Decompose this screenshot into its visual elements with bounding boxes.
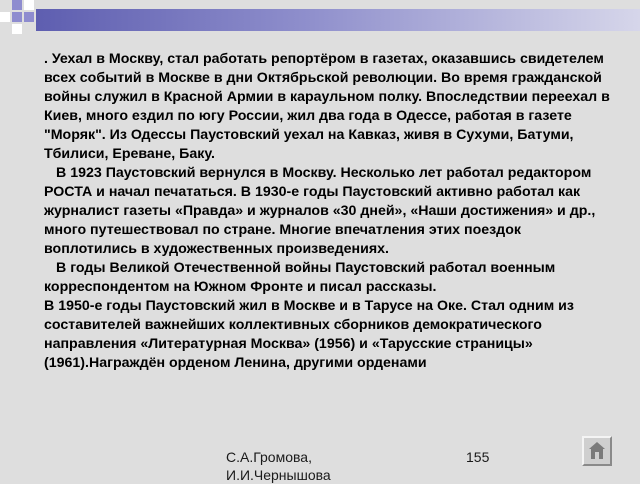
title-bar xyxy=(36,9,640,31)
paragraph-2: В 1923 Паустовский вернулся в Москву. Несколько лет работал редактором РОСТА и начал печататься. В 1930-е годы Паустовский активно работал как журналист газеты «Правда» и журналов «30 дней», «Наши достижения» и др., много путешествовал по стране. Многие впечатления этих поездок воплотились в художественных произведениях. xyxy=(44,165,596,257)
home-button[interactable] xyxy=(582,436,612,466)
page-number: 155 xyxy=(466,449,490,465)
decor-square xyxy=(0,12,10,22)
decor-square xyxy=(24,12,34,22)
home-icon xyxy=(588,441,606,461)
decor-square xyxy=(12,12,22,22)
decor-square xyxy=(12,24,22,34)
paragraph-1: . Уехал в Москву, стал работать репортёром в газетах, оказавшись свидетелем всех событий в Москве в дни Октябрьской революции. Во время гражданской войны служил в Красной Армии в караульном полку. Впоследствии переехал в Киев, много ездил по югу России, жил два года в Одессе, работая в газете "Моряк". Из Одессы Паустовский уехал на Кавказ, живя в Сухуми, Батуми, Тбилиси, Ереване, Баку. xyxy=(44,51,610,162)
slide-text xyxy=(44,50,614,373)
paragraph-3: В годы Великой Отечественной войны Паустовский работал военным корреспондентом на Южном Фронте и писал рассказы. xyxy=(44,260,556,295)
decor-square xyxy=(24,0,34,10)
footer-author: С.А.Громова, И.И.Чернышова xyxy=(226,449,331,483)
decor-square xyxy=(12,0,22,10)
paragraph-4: В 1950-е годы Паустовский жил в Москве и в Тарусе на Оке. Стал одним из составителей важнейших коллективных сборников демократического направления «Литературная Москва» (1956) и «Тарусские страницы» (1961).Награждён орденом Ленина, другими орденами xyxy=(44,298,574,371)
